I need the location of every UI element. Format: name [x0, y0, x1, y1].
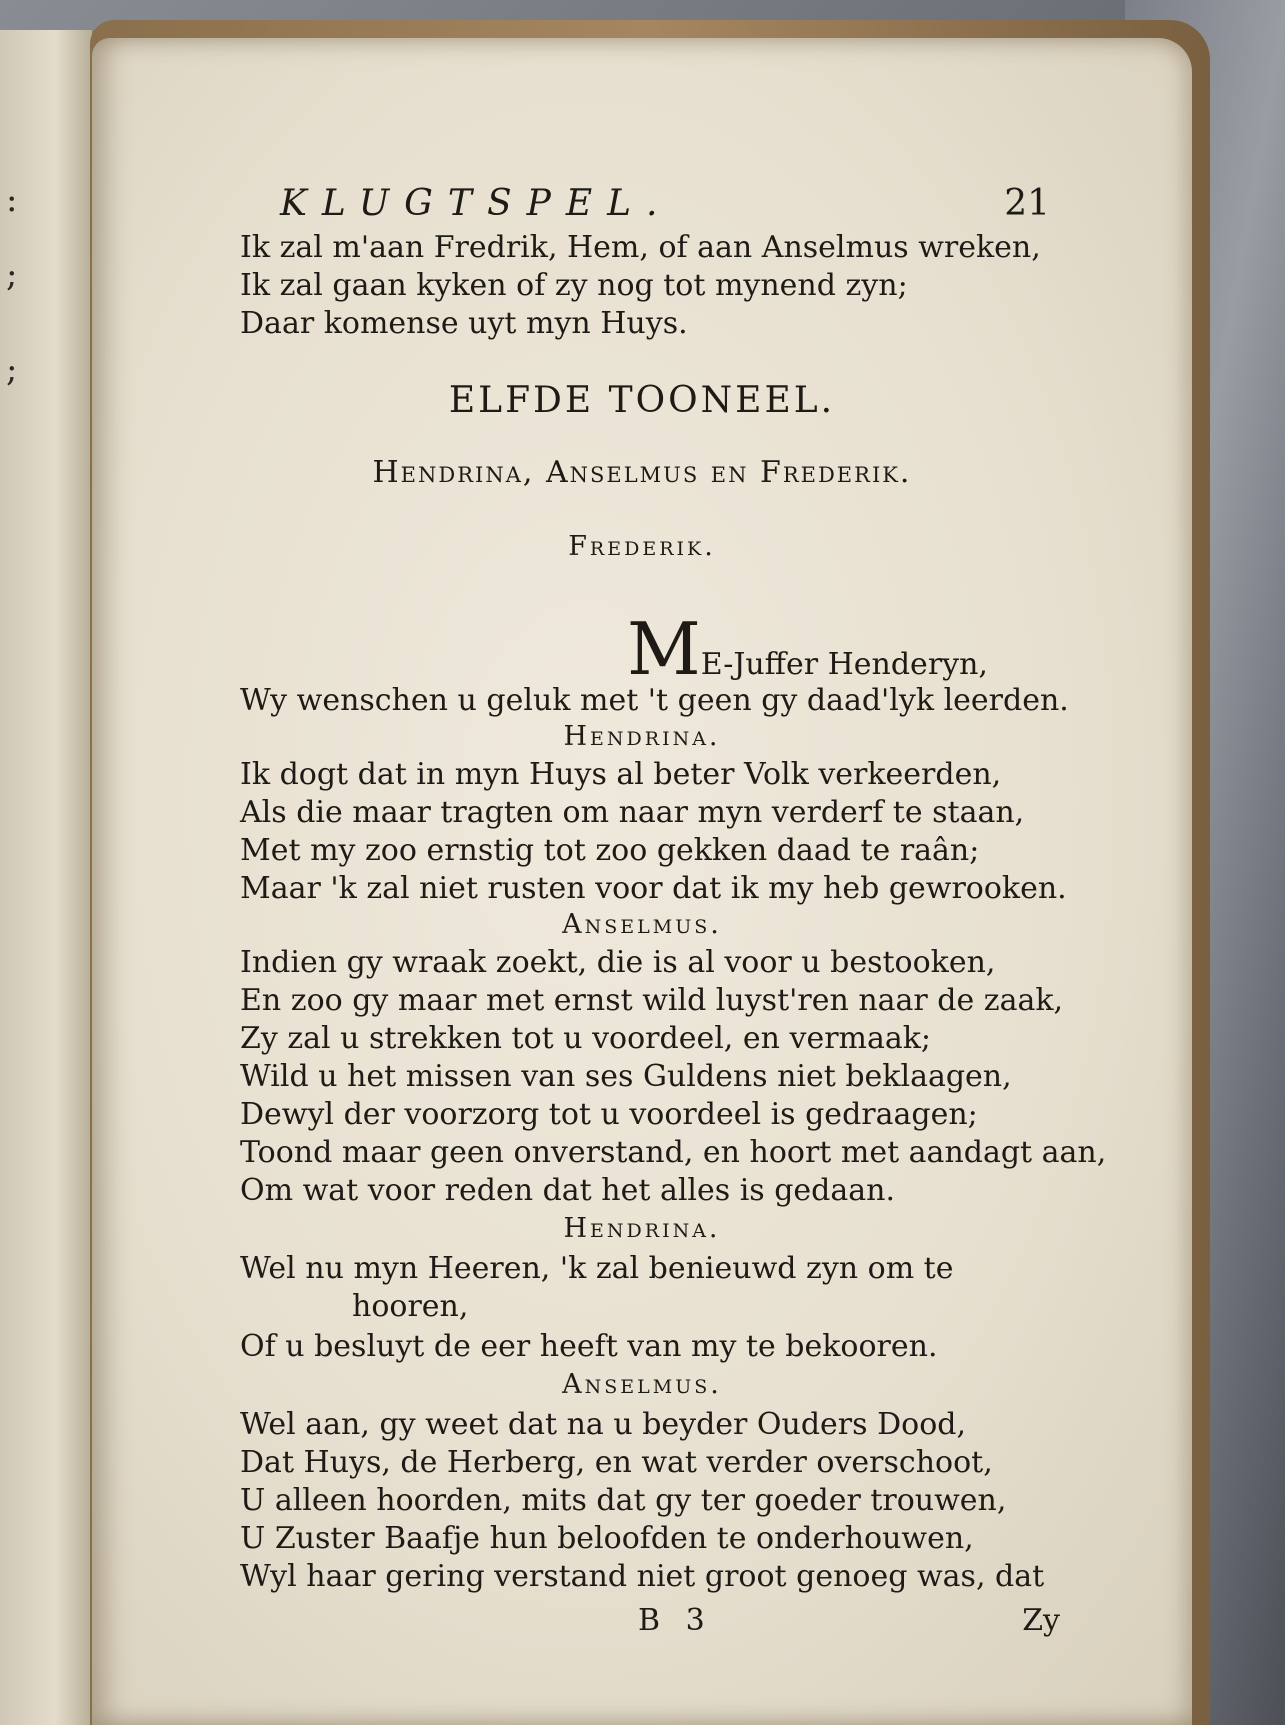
verse-line: Wild u het missen van ses Guldens niet beklaagen,	[240, 1059, 1012, 1094]
verse-line: Wel nu myn Heeren, 'k zal benieuwd zyn om te	[240, 1251, 954, 1286]
verse-line: Wy wenschen u geluk met 't geen gy daad'lyk leerden.	[240, 683, 1069, 718]
running-head: KLUGTSPEL.	[280, 183, 673, 224]
left-page-mark: :	[6, 180, 18, 220]
verse-line: Toond maar geen onverstand, en hoort met aandagt aan,	[240, 1135, 1107, 1170]
speaker-name: Hendrina.	[563, 721, 721, 752]
verse-line: U Zuster Baafje hun beloofden te onderhouwen,	[240, 1521, 974, 1556]
speaker-name: Anselmus.	[562, 909, 722, 940]
left-page-mark: ;	[6, 350, 18, 390]
verse-line-continuation: hooren,	[352, 1289, 469, 1324]
verse-line: Wyl haar gering verstand niet groot genoeg was, dat	[240, 1559, 1045, 1594]
verse-line: Zy zal u strekken tot u voordeel, en vermaak;	[240, 1021, 932, 1056]
drop-cap-continuation: E-Juffer Henderyn,	[700, 647, 988, 682]
verse-line: Dewyl der voorzorg tot u voordeel is gedraagen;	[240, 1097, 978, 1132]
verse-line: U alleen hoorden, mits dat gy ter goeder trouwen,	[240, 1483, 1007, 1518]
book-page	[92, 38, 1192, 1725]
verse-line: Als die maar tragten om naar myn verderf te staan,	[240, 795, 1025, 830]
dramatis-personae: Hendrina, Anselmus en Frederik.	[372, 455, 912, 490]
verse-line: En zoo gy maar met ernst wild luyst'ren naar de zaak,	[240, 983, 1064, 1018]
speaker-name: Frederik.	[568, 531, 716, 562]
left-page-mark: ;	[6, 255, 18, 295]
verse-line: Wel aan, gy weet dat na u beyder Ouders Dood,	[240, 1407, 966, 1442]
verse-line: Daar komense uyt myn Huys.	[240, 306, 688, 341]
page-footer	[240, 1603, 1060, 1643]
verse-line: Ik zal gaan kyken of zy nog tot mynend zyn;	[240, 268, 908, 303]
verse-line: Ik zal m'aan Fredrik, Hem, of aan Anselmus wreken,	[240, 230, 1041, 265]
speaker-name: Hendrina.	[563, 1213, 721, 1244]
catchword: Zy	[1022, 1603, 1060, 1638]
speaker-name: Anselmus.	[562, 1369, 722, 1400]
signature-mark: B 3	[638, 1603, 713, 1638]
opening-line	[627, 607, 988, 691]
verse-line: Met my zoo ernstig tot zoo gekken daad te raân;	[240, 833, 980, 868]
left-page-edge	[0, 30, 95, 1725]
verse-line: Om wat voor reden dat het alles is gedaan.	[240, 1173, 896, 1208]
page-header	[280, 183, 1050, 233]
page-number: 21	[1004, 183, 1050, 224]
verse-line: Maar 'k zal niet rusten voor dat ik my heb gewrooken.	[240, 871, 1067, 906]
verse-line: Ik dogt dat in myn Huys al beter Volk verkeerden,	[240, 757, 1002, 792]
verse-line: Dat Huys, de Herberg, en wat verder overschoot,	[240, 1445, 993, 1480]
drop-cap: M	[627, 607, 701, 691]
verse-line: Indien gy wraak zoekt, die is al voor u bestooken,	[240, 945, 996, 980]
verse-line: Of u besluyt de eer heeft van my te bekooren.	[240, 1329, 938, 1364]
page-text	[92, 38, 1192, 1725]
scene-title: ELFDE TOONEEL.	[448, 380, 836, 421]
